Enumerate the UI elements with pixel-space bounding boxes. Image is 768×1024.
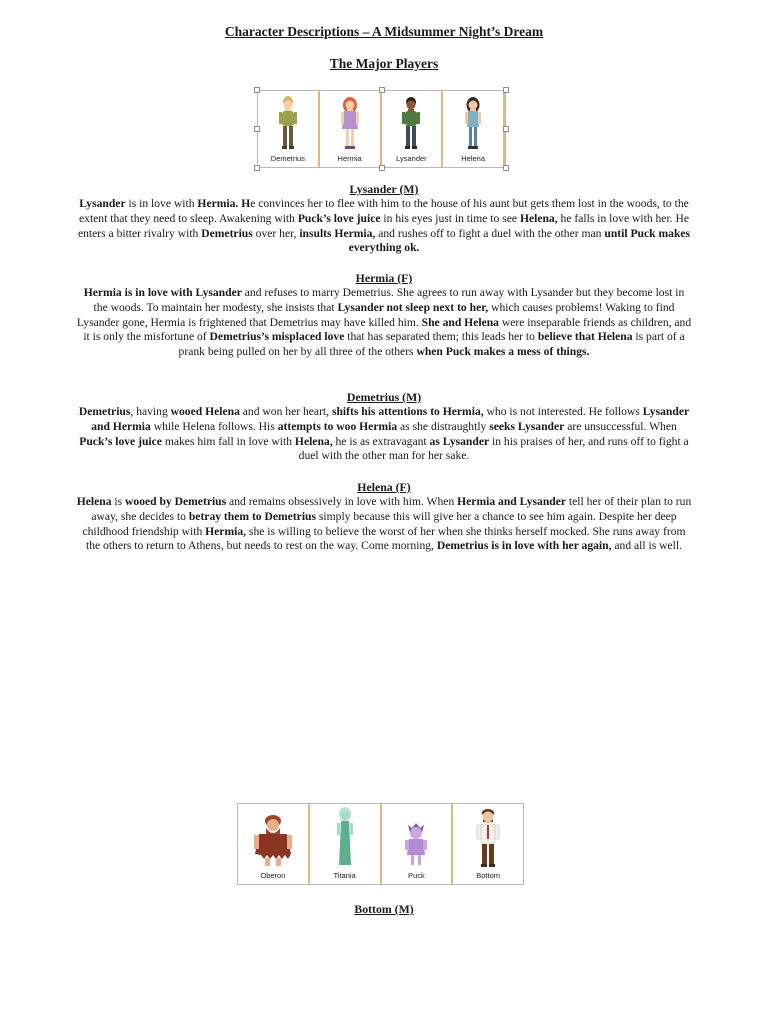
- section-hermia: [76, 271, 692, 360]
- section-body: Lysander is in love with Hermia. He convinces her to flee with him to the house of his aunt but gets them lost in the woods, to the extent that they need to sleep. Awakening with Puck’s love juice in his eyes just in time to see Helena, he falls in love with her. He enters a bitter rivalry with Demetrius over her, insults Hermia, and rushes off to fight a duel with the other man until Puck makes everything ok.: [77, 197, 691, 255]
- bold-phrase: as Lysander: [429, 434, 490, 448]
- bold-phrase: Helena: [76, 495, 112, 508]
- character-panel-bottom: [453, 804, 523, 884]
- character-panel-oberon: [238, 804, 310, 884]
- section-body: Hermia is in love with Lysander and refuses to marry Demetrius. She agrees to run away with Lysander but they become lost in the woods. To maintain her modesty, she insists that Lysander not sleep next to her, which causes problems! Waking to find Lysander gone, Hermia is frightened that Demetrius may have killed him. She and Helena were inseparable friends as children, and it is only the misfortune of Demetrius’s misplaced love that has separated them; this leads her to believe that Helena is part of a prank being pulled on her by all three of the others when Puck makes a mess of things.: [76, 286, 692, 359]
- character-panel-demetrius: [258, 91, 320, 167]
- hermia-figure-icon: [338, 96, 362, 152]
- bold-phrase: Helena,: [294, 434, 333, 448]
- section-lysander: [76, 182, 692, 256]
- bold-phrase: Lysander and Hermia: [91, 405, 690, 433]
- bold-phrase: Hermia,: [205, 524, 247, 538]
- resize-handle[interactable]: [503, 165, 509, 171]
- panel-label: Helena: [461, 154, 486, 163]
- bold-phrase: wooed by Demetrius: [125, 495, 227, 508]
- bold-phrase: attempts to woo Hermia: [277, 419, 398, 433]
- character-panel-titania: [310, 804, 382, 884]
- bold-phrase: Puck’s love juice: [79, 434, 162, 448]
- bold-phrase: Lysander not sleep next to her,: [337, 300, 489, 314]
- section-heading: Lysander (M): [349, 182, 419, 196]
- resize-handle[interactable]: [254, 126, 260, 132]
- section-heading: Hermia (F): [355, 271, 413, 285]
- bold-phrase: seeks Lysander: [489, 419, 565, 433]
- fairies-image[interactable]: [237, 803, 524, 885]
- section-demetrius: [76, 390, 692, 464]
- character-panel-helena: [443, 91, 505, 167]
- resize-handle[interactable]: [503, 126, 509, 132]
- major-players-image[interactable]: [257, 90, 506, 168]
- bold-phrase: Demetrius: [201, 226, 253, 240]
- section-body: Demetrius, having wooed Helena and won her heart, shifts his attentions to Hermia, who is not interested. He follows Lysander and Hermia while Helena follows. His attempts to woo Hermia as she distraughtly seeks Lysander are unsuccessful. When Puck’s love juice makes him fall in love with Helena, he is as extravagant as Lysander in his praises of her, and runs off to fight a duel with the other man for her sake.: [78, 405, 690, 463]
- bold-phrase: She and Helena: [421, 315, 499, 329]
- bold-phrase: Demetrius’s misplaced love: [209, 330, 345, 344]
- bottom-figure-icon: [474, 807, 502, 869]
- panel-label: Demetrius: [270, 154, 305, 163]
- bold-phrase: when Puck makes a mess of things.: [416, 345, 590, 359]
- resize-handle[interactable]: [254, 165, 260, 171]
- character-panel-hermia: [320, 91, 382, 167]
- helena-figure-icon: [461, 96, 485, 152]
- panel-label: Hermia: [337, 154, 362, 163]
- section-heading: Helena (F): [357, 480, 411, 494]
- bold-phrase: Helena,: [519, 211, 558, 225]
- panel-label: Oberon: [260, 871, 286, 880]
- section-heading-bottom: Bottom (M): [354, 902, 414, 916]
- bold-phrase: Lysander: [79, 197, 126, 210]
- bold-phrase: Puck’s love juice: [297, 211, 381, 225]
- document-title: Character Descriptions – A Midsummer Night’s Dream: [224, 24, 544, 39]
- bold-phrase: wooed Helena: [170, 405, 240, 418]
- character-panel-lysander: [382, 91, 444, 167]
- bold-phrase: insults Hermia,: [299, 226, 376, 240]
- character-panel-puck: [382, 804, 454, 884]
- bold-phrase: Demetrius is in love with her again,: [436, 539, 612, 553]
- lysander-figure-icon: [399, 96, 423, 152]
- panel-label: Bottom: [476, 871, 500, 880]
- demetrius-figure-icon: [276, 96, 300, 152]
- panel-label: Titania: [333, 871, 356, 880]
- bold-phrase: until Puck makes everything ok.: [348, 226, 691, 255]
- bold-phrase: Hermia. H: [197, 197, 251, 210]
- section-body: Helena is wooed by Demetrius and remains obsessively in love with him. When Hermia and Lysander tell her of their plan to run away, she decides to betray them to Demetrius simply because this will give her a chance to see him again. Despite her deep childhood friendship with Hermia, she is willing to believe the worst of her when she thinks herself mocked. She runs away from the others to return to Athens, but needs to rest on the way. Come morning, Demetrius is in love with her again, and all is well.: [76, 495, 692, 553]
- titania-figure-icon: [333, 807, 357, 869]
- resize-handle[interactable]: [379, 87, 385, 93]
- resize-handle[interactable]: [503, 87, 509, 93]
- bold-phrase: betray them to Demetrius: [188, 509, 317, 523]
- bold-phrase: believe that Helena: [537, 330, 633, 344]
- bold-phrase: Demetrius: [78, 405, 131, 418]
- oberon-figure-icon: [251, 813, 295, 869]
- section-heading: Demetrius (M): [346, 390, 422, 404]
- panel-label: Puck: [408, 871, 425, 880]
- bold-phrase: Hermia is in love with Lysander: [83, 286, 242, 299]
- bold-phrase: Hermia and Lysander: [457, 495, 567, 508]
- bold-phrase: shifts his attentions to Hermia,: [331, 405, 484, 418]
- section-helena: [76, 480, 692, 554]
- puck-figure-icon: [402, 819, 430, 869]
- section-subtitle: The Major Players: [329, 56, 439, 71]
- panel-label: Lysander: [396, 154, 427, 163]
- resize-handle[interactable]: [254, 87, 260, 93]
- resize-handle[interactable]: [379, 165, 385, 171]
